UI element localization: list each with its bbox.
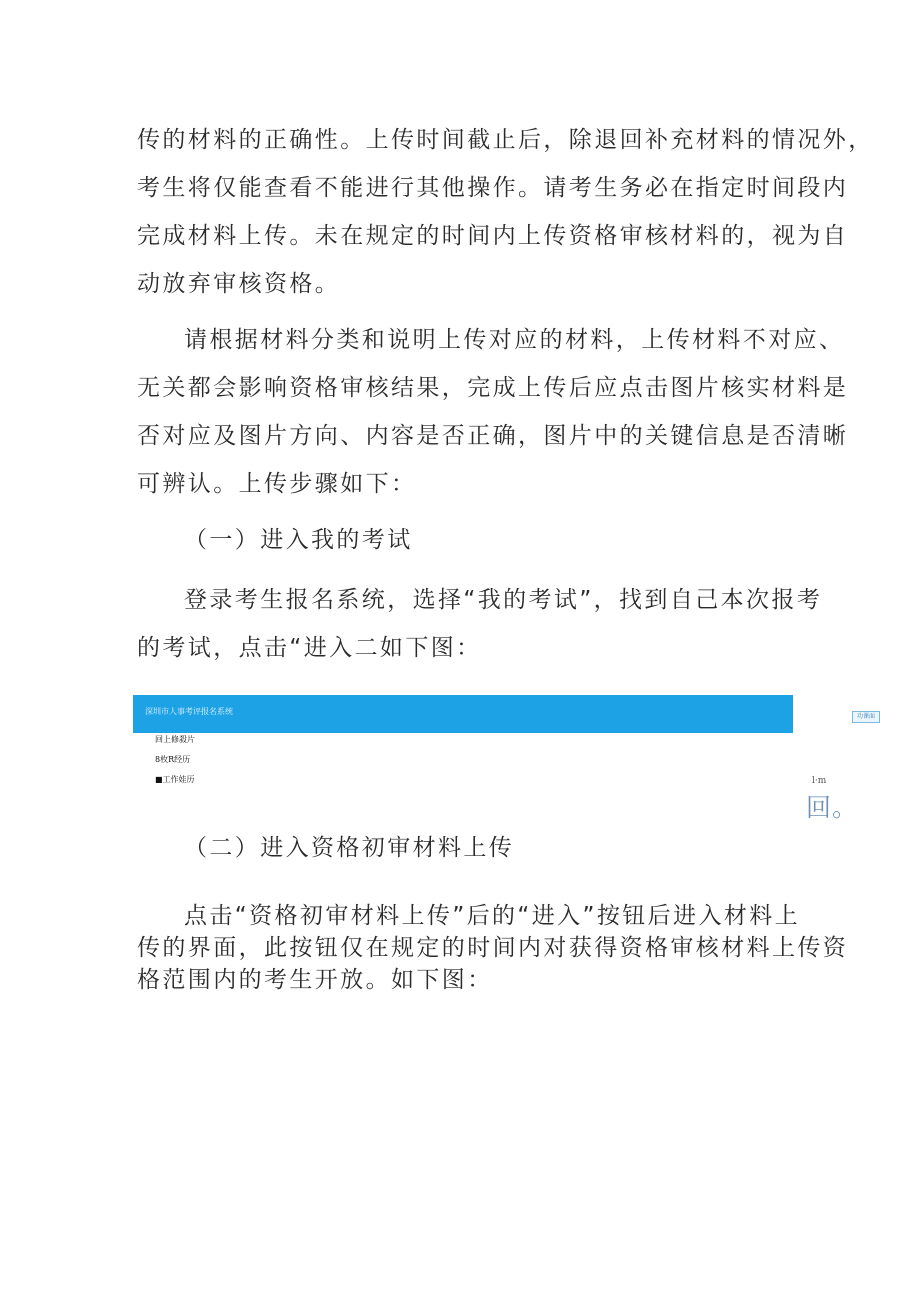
embedded-screenshot [133,695,793,795]
large-mark: 回。 [806,793,859,822]
enter-button[interactable]: 功课面 [852,711,880,723]
menu-item[interactable]: ■工作娃历 [155,775,195,784]
system-title: 深圳市人事考评报名系统 [145,707,233,716]
paragraph-line: 登录考生报名系统，选择“我的考试”，找到自己本次报考 [184,587,823,613]
section-heading: （二）进入资格初审材料上传 [184,835,515,861]
system-header-bar [133,695,793,733]
paragraph-line: 完成材料上传。未在规定的时间内上传资格审核材料的，视为自 [137,223,849,249]
paragraph-line: 考生将仅能查看不能进行其他操作。请考生务必在指定时间段内 [137,175,849,201]
small-mark: l·m [812,776,827,786]
menu-item[interactable]: 8枚R经历 [155,755,191,764]
paragraph-line: 否对应及图片方向、内容是否正确，图片中的关键信息是否清晰 [137,423,849,449]
paragraph-line: 传的界面，此按钮仅在规定的时间内对获得资格审核材料上传资 [137,935,849,961]
paragraph-line: 传的材料的正确性。上传时间截止后，除退回补充材料的情况外， [137,127,874,153]
paragraph-line: 动放弃审核资格。 [137,271,341,297]
paragraph-line: 无关都会影响资格审核结果，完成上传后应点击图片核实材料是 [137,375,849,401]
paragraph-line: 请根据材料分类和说明上传对应的材料，上传材料不对应、 [184,327,845,353]
section-heading: （一）进入我的考试 [184,527,413,553]
menu-item[interactable]: 回上修殺片 [155,735,195,744]
paragraph-line: 的考试，点击“进入二如下图： [137,635,482,661]
paragraph-line: 格范围内的考生开放。如下图： [137,967,493,993]
paragraph-line: 点击“资格初审材料上传”后的“进入”按钮后进入材料上 [184,903,801,929]
paragraph-line: 可辨认。上传步骤如下： [137,471,417,497]
